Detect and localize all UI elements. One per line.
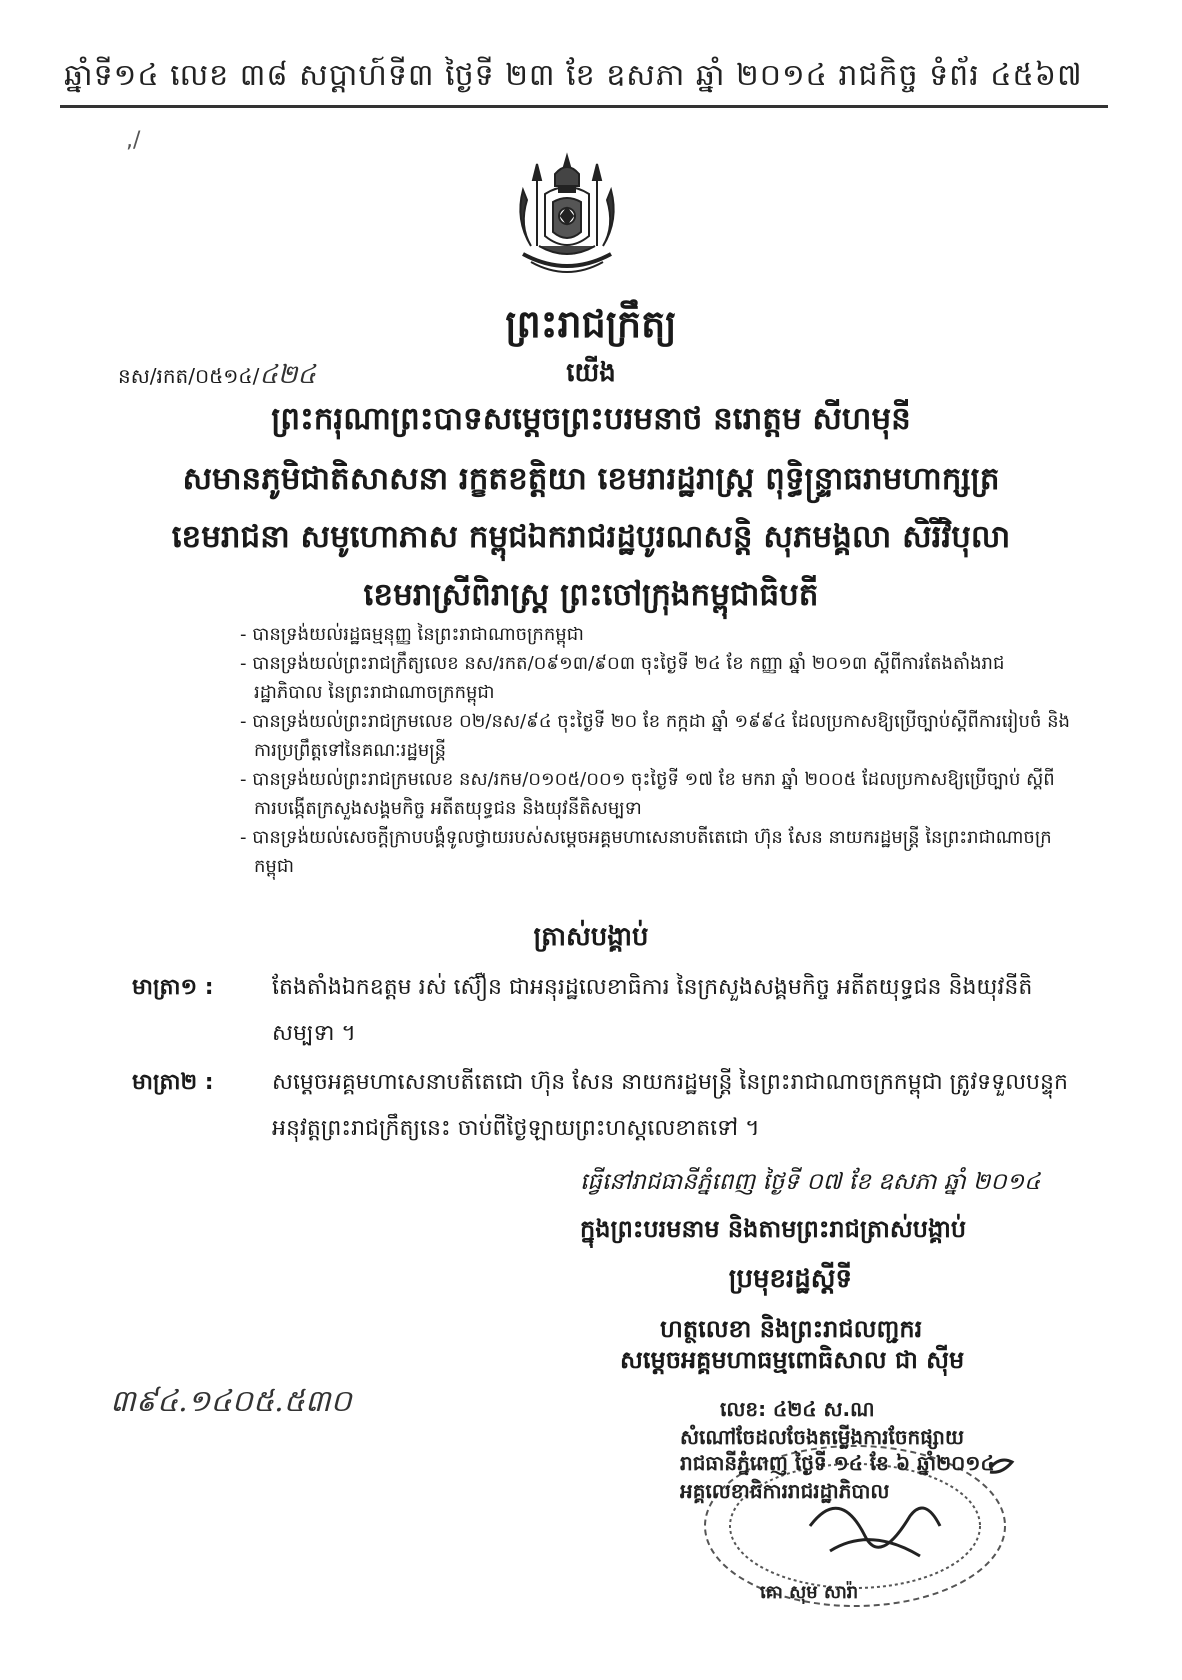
decree-title: ព្រះរាជក្រឹត្យ (505, 302, 677, 346)
stamp-office: អគ្គលេខាធិការរាជរដ្ឋាភិបាល (680, 1479, 890, 1503)
article-text: តែងតាំងឯកឧត្តម រស់ ស៊ឿន ជាអនុរដ្ឋលេខាធិការ នៃក្រសួងសង្គមកិច្ច អតីតយុទ្ធជន និងយុវនីតិសម្បទា ។ (272, 975, 1033, 1046)
article-1 (132, 965, 1082, 1057)
acting-head-of-state: ប្រមុខរដ្ឋស្តីទី (728, 1264, 852, 1294)
legal-basis-item: - បានទ្រង់យល់ព្រះរាជក្រឹត្យលេខ នស/រកត/០៩១៣/៩០៣ ចុះថ្ងៃទី ២៤ ខែ កញ្ញា ឆ្នាំ ២០១៣ ស្តីពីការតែងតាំងរាជរដ្ឋាភិបាល នៃព្រះរាជាណាចក្រកម្ពុជា (240, 653, 1005, 703)
legal-basis-list (240, 620, 1070, 881)
article-label: មាត្រា២ : (132, 1070, 214, 1095)
legal-basis-item: - បានទ្រង់យល់រដ្ឋធម្មនុញ្ញ នៃព្រះរាជាណាចក្រកម្ពុជា (240, 624, 584, 645)
stamp-distribution-note: សំណៅចែដលចែងតម្លើងការចែកផ្សាយ (680, 1425, 964, 1449)
ref-number-printed: នស/រកត/០៥១៤/ (118, 364, 260, 388)
monarch-title-line-2: សមានភូមិជាតិសាសនា រក្ខតខត្តិយា ខេមរារដ្ឋរាស្ត្រ ពុទ្ធិន្ទ្រាធរាមហាក្សត្រ (182, 461, 1000, 497)
article-label: មាត្រា១ : (132, 975, 214, 1000)
legal-basis-item: - បានទ្រង់យល់ព្រះរាជក្រមលេខ នស/រកម/០១០៥/០០១ ចុះថ្ងៃទី ១៧ ខែ មករា ឆ្នាំ ២០០៥ ដែលប្រកាសឱ្យប្រើច្បាប់ ស្តីពីការបង្កើតក្រសួងសង្គមកិច្ច អតីតយុទ្ធជន និងយុវនីតិសម្បទា (240, 769, 1055, 819)
stamp-signer-name: គោ សុម សារ៉ា (760, 1582, 859, 1603)
gazette-header: ឆ្នាំទី១៤ លេខ ៣៨ សប្តាហ៍ទី៣ ថ្ងៃទី ២៣ ខែ ឧសភា ឆ្នាំ ២០១៤ រាជកិច្ច ទំព័រ ៤៥៦៧ (64, 58, 1083, 93)
monarch-title-line-1: ព្រះករុណាព្រះបាទសម្តេចព្រះបរមនាថ នរោត្តម សីហមុនី (271, 401, 911, 437)
article-text: សម្តេចអគ្គមហាសេនាបតីតេជោ ហ៊ុន សែន នាយករដ្ឋមន្ត្រី នៃព្រះរាជាណាចក្រកម្ពុជា ត្រូវទទួលបន្ទុកអនុវត្តព្រះរាជក្រឹត្យនេះ ចាប់ពីថ្ងៃឡាយព្រះហស្តលេខាតទៅ ។ (272, 1070, 1068, 1141)
registry-number-handwritten: ៣៩៤.១៤០៥.៥៣០ (110, 1384, 352, 1419)
issued-place-date: ធ្វើនៅរាជធានីភ្នំពេញ ថ្ងៃទី ០៧ ខែ ឧសភា ឆ្នាំ ២០១៤ (580, 1169, 1041, 1195)
monarch-title-line-3: ខេមរាជនា សមូហោភាស កម្ពុជឯករាជរដ្ឋបូរណសន្តិ សុភមង្គលា សិរីវិបុលា (171, 519, 1011, 555)
article-2 (132, 1060, 1082, 1152)
signature-authority-line: ក្នុងព្រះបរមនាម និងតាមព្រះរាជត្រាស់បង្គាប់ (580, 1215, 967, 1243)
ref-number-handwritten: ៤២៤ (259, 360, 316, 390)
header-rule (60, 105, 1108, 108)
signatory-name: សម្តេចអគ្គមហាធម្មពោធិសាល ជា ស៊ីម (620, 1346, 965, 1374)
margin-tick-mark: ,/ (126, 128, 141, 153)
stamp-number: លេខ: ៤២៤ ស.ណ (720, 1397, 875, 1421)
legal-basis-item: - បានទ្រង់យល់ព្រះរាជក្រមលេខ ០២/នស/៩៤ ចុះថ្ងៃទី ២០ ខែ កក្កដា ឆ្នាំ ១៩៩៤ ដែលប្រកាសឱ្យប្រើច្បាប់ស្តីពីការរៀបចំ និងការប្រព្រឹត្តទៅនៃគណៈរដ្ឋមន្ត្រី (240, 711, 1070, 761)
royal-we: យើង (566, 358, 616, 388)
monarch-title-line-4: ខេមរាស្រីពិរាស្ត្រ ព្រះចៅក្រុងកម្ពុជាធិបតី (363, 577, 819, 613)
stamp-place-date: រាជធានីភ្នំពេញ ថ្ងៃទី ១៤ ខែ ៦ ឆ្នាំ២០១៤ (680, 1451, 995, 1475)
legal-basis-item: - បានទ្រង់យល់សេចក្តីក្រាបបង្គំទូលថ្វាយរបស់សម្តេចអគ្គមហាសេនាបតីតេជោ ហ៊ុន សែន នាយករដ្ឋមន្ត្រី នៃព្រះរាជាណាចក្រកម្ពុជា (240, 827, 1052, 877)
signature-seal-line: ហត្ថលេខា និងព្រះរាជលញ្ជករ (660, 1315, 923, 1343)
decree-section-title: ត្រាស់បង្គាប់ (533, 922, 649, 952)
royal-coat-of-arms-icon (505, 150, 629, 284)
